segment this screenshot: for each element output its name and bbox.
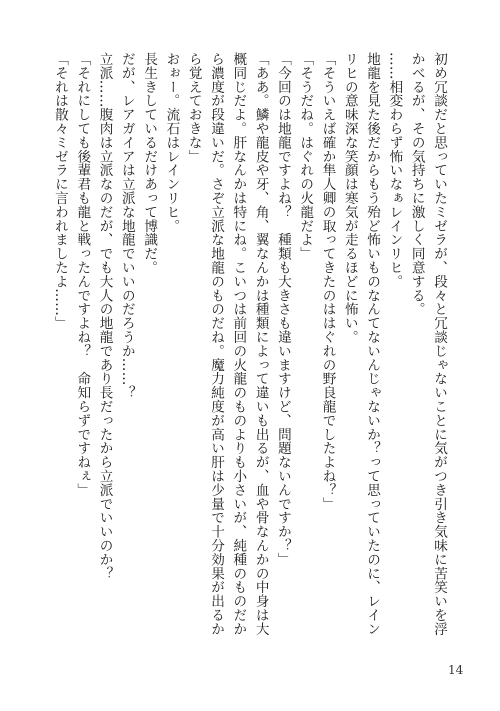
text-line: 「そうだね。はぐれの火龍だよ」 — [297, 52, 314, 261]
vertical-text-body — [48, 52, 450, 646]
text-line: 初め冗談だと思っていたミゼラが、段々と冗談じゃないことに気がつき引き気味に苦笑いを浮かべるが、その気持ちに激しく同意する。 — [408, 52, 447, 636]
text-line: 「それは散々ミゼラに言われましたよ……」 — [51, 52, 68, 330]
page-number: 14 — [448, 663, 464, 677]
text-line: 「今回のは地龍ですよね？ 種類も大きさも違いますけど、問題ないんですか？」 — [274, 52, 291, 567]
text-line: 立派……腹肉は立派なのだが、でも大人の地龍であり長だったから立派でいいのか？ — [96, 52, 113, 581]
text-line: ……相変わらず怖いなぁレインリヒ。 — [386, 52, 403, 289]
text-line: 「ああ。鱗や龍皮や牙、角、翼なんかは種類によって違いも出るが、血や骨なんかの中身は大概同じだよ。肝なんかは特にね。こいつは前回の火龍のものよりも小さいが、純種のものだから濃度が段違いだ。さぞ立派な地龍のものだね。魔力純度が高い肝は少量で十分効果が出るから覚えておきな」 — [185, 52, 269, 636]
text-line: 「それにしても後輩君も龍と戦ったんですよね？ 命知らずですねぇ」 — [74, 52, 91, 497]
text-line: 「そういえば確か隼人卿の取ってきたのははぐれの野良龍でしたよね？」 — [319, 52, 336, 511]
text-line: おぉー。流石はレインリヒ。 — [163, 52, 180, 233]
text-line: 長生きしているだけあって博識だ。 — [141, 52, 158, 275]
text-line: だが、レアガイアは立派な地龍でいいのだろうか……？ — [118, 52, 135, 400]
text-line: 地龍を見た後だからもう殆ど怖いものなんてないんじゃないか？って思っていたのに、レインリヒの意味深な笑顔は寒気が走るほどに怖い。 — [341, 52, 381, 636]
